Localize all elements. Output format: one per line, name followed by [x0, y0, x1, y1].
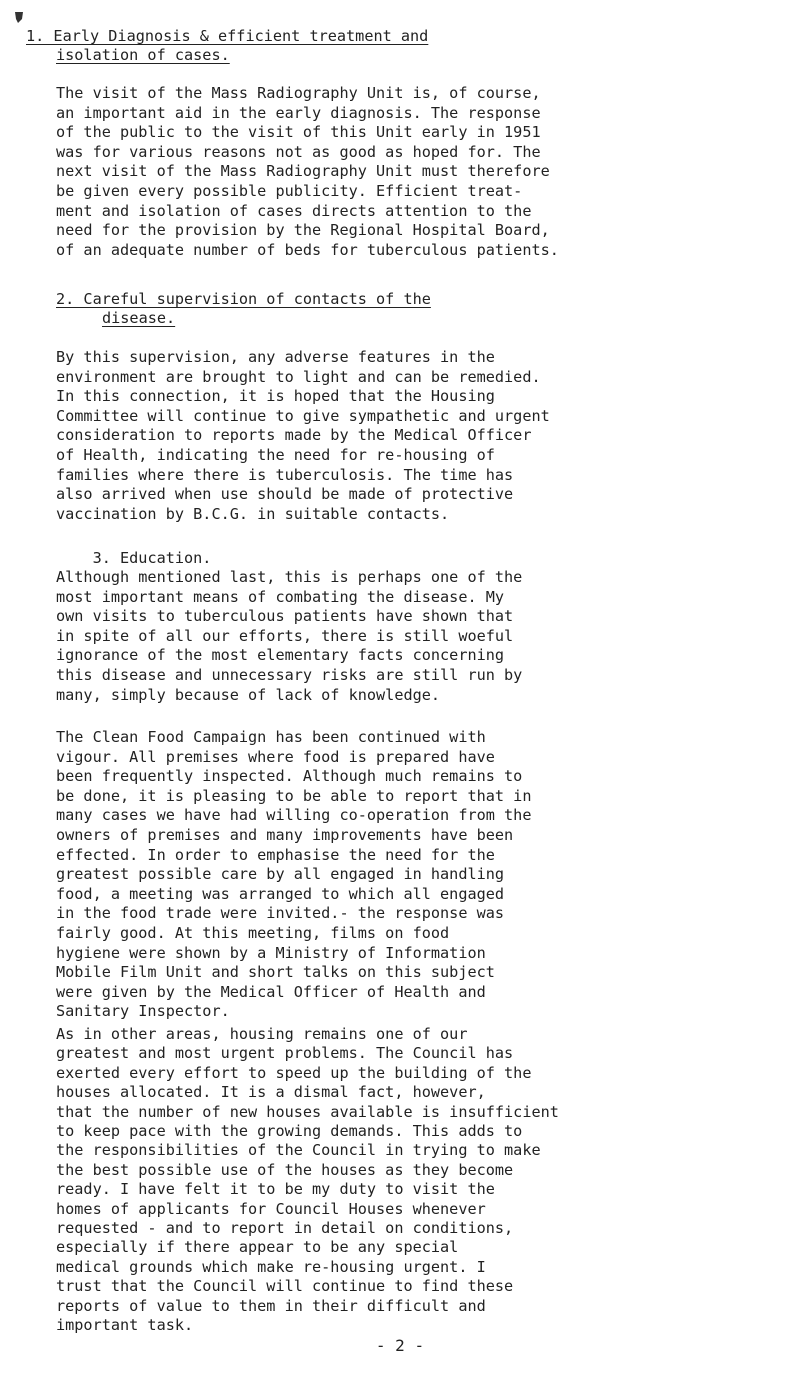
text-line: the responsibilities of the Council in trying to make [56, 1141, 541, 1160]
text-line: The visit of the Mass Radiography Unit is, of course, [56, 84, 541, 102]
section-1-heading-cont: isolation of cases. [56, 46, 230, 64]
text-line: be given every possible publicity. Efficient treat- [56, 182, 523, 200]
text-line: been frequently inspected. Although much remains to [56, 767, 523, 786]
text-line: own visits to tuberculous patients have shown that [56, 607, 514, 626]
text-line: exerted every effort to speed up the building of the [56, 1063, 532, 1082]
text-line: need for the provision by the Regional Hospital Board, [56, 221, 550, 240]
text-line: this disease and unnecessary risks are still run by [56, 666, 523, 684]
text-line: ignorance of the most elementary facts concerning [56, 646, 505, 665]
text-line: be done, it is pleasing to be able to report that in [56, 786, 532, 805]
text-line: effected. In order to emphasise the need for the [56, 845, 495, 864]
text-line: next visit of the Mass Radiography Unit must therefore [56, 162, 550, 181]
text-line: owners of premises and many improvements have been [56, 826, 514, 844]
text-line: Mobile Film Unit and short talks on this subject [56, 963, 495, 982]
text-line: The Clean Food Campaign has been continued with [56, 728, 486, 746]
text-line: reports of value to them in their difficult and [56, 1296, 486, 1315]
text-line: vaccination by B.C.G. in suitable contacts. [56, 504, 450, 523]
text-line: families where there is tuberculosis. The time has [56, 465, 514, 484]
text-line: hygiene were shown by a Ministry of Information [56, 943, 486, 962]
text-line: of the public to the visit of this Unit early in 1951 [56, 123, 541, 142]
text-line: greatest and most urgent problems. The Council has [56, 1044, 514, 1063]
text-line: also arrived when use should be made of protective [56, 485, 514, 504]
text-line: environment are brought to light and can be remedied. [56, 367, 541, 386]
text-line: was for various reasons not as good as hoped for. The [56, 142, 541, 161]
text-line: Although mentioned last, this is perhaps one of the [56, 568, 523, 586]
section-2-heading: 2. Careful supervision of contacts of the [56, 290, 431, 308]
text-line: many, simply because of lack of knowledge. [56, 685, 441, 704]
text-line: fairly good. At this meeting, films on food [56, 924, 450, 942]
text-line: Sanitary Inspector. [56, 1002, 230, 1021]
text-line: Committee will continue to give sympathetic and urgent [56, 406, 550, 425]
text-line: By this supervision, any adverse features in the [56, 348, 495, 366]
text-line: the best possible use of the houses as they become [56, 1160, 514, 1179]
text-line: medical grounds which make re-housing urgent. I [56, 1257, 486, 1276]
text-line: ready. I have felt it to be my duty to visit the [56, 1180, 495, 1199]
punch-hole-mark [12, 10, 26, 24]
section-3-heading-text: 3. Education. [92, 549, 212, 567]
text-line: of an adequate number of beds for tuberculous patients. [56, 240, 559, 259]
text-line: requested - and to report in detail on conditions, [56, 1219, 514, 1237]
page-number: - 2 - [375, 1336, 425, 1355]
text-line: to keep pace with the growing demands. This adds to [56, 1122, 523, 1140]
text-line: ment and isolation of cases directs attention to the [56, 201, 532, 220]
section-2-heading-cont: disease. [102, 309, 176, 327]
text-line: As in other areas, housing remains one of our [56, 1025, 468, 1043]
text-line: vigour. All premises where food is prepared have [56, 747, 495, 766]
text-line: consideration to reports made by the Medical Officer [56, 426, 532, 445]
text-line: in spite of all our efforts, there is still woeful [56, 626, 514, 645]
text-line: an important aid in the early diagnosis. The response [56, 103, 541, 122]
section-1-heading: 1. Early Diagnosis & efficient treatment and [26, 27, 429, 45]
text-line: houses allocated. It is a dismal fact, however, [56, 1083, 486, 1102]
text-line: homes of applicants for Council Houses whenever [56, 1199, 486, 1218]
text-line: many cases we have had willing co-operation from the [56, 806, 532, 825]
text-line: especially if there appear to be any special [56, 1238, 459, 1257]
text-line: greatest possible care by all engaged in handling [56, 865, 505, 884]
text-line: most important means of combating the disease. My [56, 587, 505, 606]
text-line: in the food trade were invited.- the response was [56, 904, 505, 923]
text-line: that the number of new houses available is insufficient [56, 1102, 559, 1121]
text-line: important task. [56, 1316, 194, 1334]
text-line: In this connection, it is hoped that the Housing [56, 387, 495, 406]
text-line: were given by the Medical Officer of Health and [56, 982, 486, 1001]
text-line: trust that the Council will continue to find these [56, 1277, 514, 1296]
text-line: of Health, indicating the need for re-housing of [56, 446, 495, 464]
text-line: food, a meeting was arranged to which all engaged [56, 884, 505, 903]
